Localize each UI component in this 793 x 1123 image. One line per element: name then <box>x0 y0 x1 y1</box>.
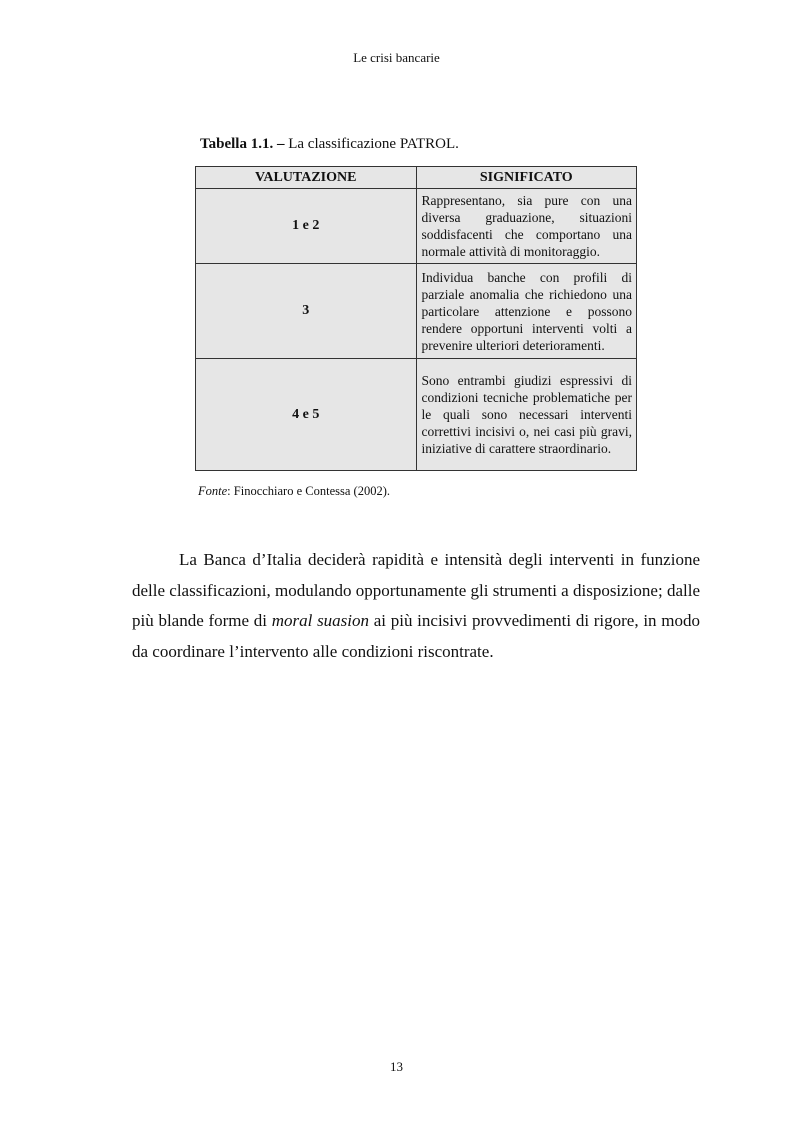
column-header-valutazione: VALUTAZIONE <box>196 167 417 189</box>
meaning-cell: Individua banche con profili di parziale anomalia che richiedono una particolare attenzione e possono rendere opportuni interventi volti a prevenire ulteriori deterioramenti. <box>416 264 637 359</box>
table-header-row <box>196 167 637 189</box>
paragraph-text-before: La Banca d’Italia deciderà rapidità e intensità degli interventi in funzione delle classificazioni, modulando opportunamente gli strumenti a disposizione; dalle più blande forme di <box>132 550 700 630</box>
meaning-cell: Rappresentano, sia pure con una diversa graduazione, situazioni soddisfacenti che comportano una normale attività di monitoraggio. <box>416 189 637 264</box>
rating-cell: 1 e 2 <box>196 189 417 264</box>
rating-cell: 4 e 5 <box>196 359 417 471</box>
table-caption <box>200 136 459 153</box>
page-number: 13 <box>390 1059 403 1074</box>
meaning-cell: Sono entrambi giudizi espressivi di condizioni tecniche problematiche per le quali sono necessari interventi correttivi incisivi o, nei casi più gravi, iniziative di carattere straordinario. <box>416 359 637 471</box>
source-label: Fonte <box>198 484 228 498</box>
paragraph-text-after: ai più incisivi provvedimenti di rigore, in modo da coordinare l’intervento alle condizioni riscontrate. <box>132 611 700 661</box>
table-caption-text: La classificazione PATROL. <box>288 136 459 152</box>
table-row <box>196 189 637 264</box>
table-source-note <box>198 484 390 499</box>
body-paragraph <box>132 545 700 667</box>
paragraph-emphasis: moral suasion <box>271 611 370 630</box>
source-text: : Finocchiaro e Contessa (2002). <box>227 484 390 498</box>
rating-cell: 3 <box>196 264 417 359</box>
table-caption-label: Tabella 1.1. – <box>200 136 285 152</box>
running-header: Le crisi bancarie <box>353 50 440 65</box>
table-row <box>196 359 637 471</box>
patrol-classification-table <box>195 166 637 471</box>
table-row <box>196 264 637 359</box>
column-header-significato: SIGNIFICATO <box>416 167 637 189</box>
